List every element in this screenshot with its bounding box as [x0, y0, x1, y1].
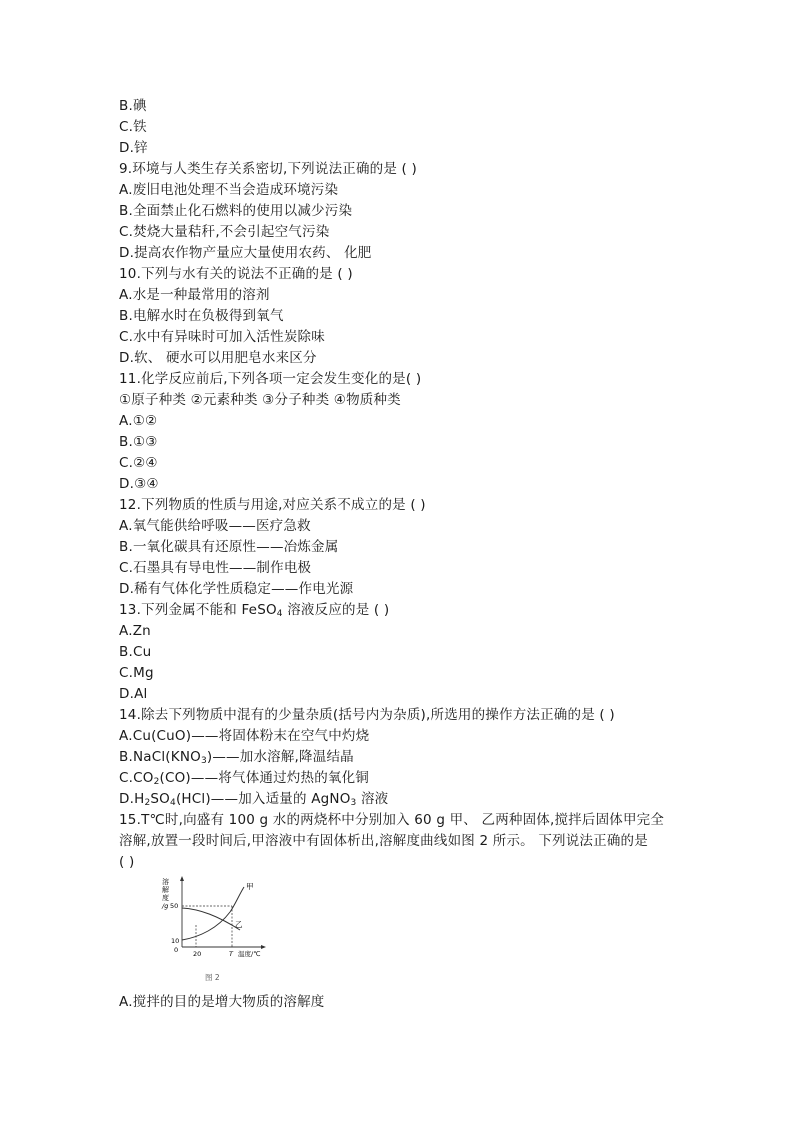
q12-option-c: C.石墨具有导电性——制作电极	[119, 560, 312, 576]
q9-option-d: D.提高农作物产量应大量使用农药、 化肥	[119, 245, 372, 261]
option-c-iron: C.铁	[119, 119, 147, 135]
q11-option-d: D.③④	[119, 476, 159, 492]
origin-label: 0	[174, 946, 179, 954]
q9-option-a: A.废旧电池处理不当会造成环境污染	[119, 182, 339, 198]
question-15-line-1: 15.T℃时,向盛有 100 g 水的两烧杯中分别加入 60 g 甲、 乙两种固体,搅拌后固体甲完全	[119, 812, 665, 828]
q11-option-b: B.①③	[119, 434, 158, 450]
solubility-figure	[160, 873, 280, 988]
q12-option-a: A.氧气能供给呼吸——医疗急救	[119, 518, 311, 534]
question-9: 9.环境与人类生存关系密切,下列说法正确的是 ( )	[119, 161, 417, 177]
q15-option-a: A.搅拌的目的是增大物质的溶解度	[119, 994, 325, 1010]
option-b-iodine: B.碘	[119, 98, 147, 114]
ylabel-unit: /g	[162, 902, 169, 910]
q12-option-b: B.一氧化碳具有还原性——冶炼金属	[119, 539, 339, 555]
q10-option-b: B.电解水时在负极得到氧气	[119, 308, 284, 324]
q13-option-b: B.Cu	[119, 644, 152, 660]
q11-option-c: C.②④	[119, 455, 158, 471]
y-tick-10: 10	[171, 937, 180, 945]
x-axis-arrow	[261, 945, 266, 949]
x-axis-label: 温度/℃	[238, 950, 261, 958]
q13-option-d: D.Al	[119, 686, 148, 702]
curve-jia-label: 甲	[246, 882, 254, 891]
q14-option-d: $D.H_2SO_4(HCl)——$加入适量的 AgNO$_3$ 溶液	[119, 791, 389, 808]
question-10: 10.下列与水有关的说法不正确的是 ( )	[119, 266, 353, 282]
question-15-line-2: 溶解,放置一段时间后,甲溶液中有固体析出,溶解度曲线如图 2 所示。 下列说法正确的是	[119, 833, 648, 849]
q14-option-a: A.Cu(CuO)——将固体粉末在空气中灼烧	[119, 728, 370, 744]
figure-caption: 图 2	[205, 973, 220, 982]
y-axis-arrow	[180, 876, 184, 881]
q9-option-b: B.全面禁止化石燃料的使用以减少污染	[119, 203, 353, 219]
y-tick-50: 50	[170, 902, 179, 910]
question-14: 14.除去下列物质中混有的少量杂质(括号内为杂质),所选用的操作方法正确的是 ( )	[119, 707, 615, 723]
q13-option-a: A.Zn	[119, 623, 151, 639]
q10-option-d: D.软、 硬水可以用肥皂水来区分	[119, 350, 317, 366]
x-tick-20: 20	[193, 950, 202, 958]
question-11: 11.化学反应前后,下列各项一定会发生变化的是( )	[119, 371, 422, 387]
curve-yi-label: 乙	[235, 920, 243, 929]
question-13: 13.下列金属不能和 FeSO$_4$ 溶液反应的是 ( )	[119, 602, 390, 619]
curve-yi	[182, 908, 240, 930]
q10-option-c: C.水中有异味时可加入活性炭除味	[119, 329, 325, 345]
q14-option-b: $B.NaCl(KNO_3)——$加水溶解,降温结晶	[119, 749, 354, 766]
curve-jia	[182, 887, 244, 940]
question-15-line-3: ( )	[119, 854, 135, 870]
q14-option-c: $C.CO_2(CO)——$将气体通过灼热的氧化铜	[119, 770, 370, 787]
ylabel-char-1: 溶	[162, 878, 169, 886]
ylabel-char-2: 解	[162, 886, 169, 894]
q12-option-d: D.稀有气体化学性质稳定——作电光源	[119, 581, 354, 597]
option-d-zinc: D.锌	[119, 140, 148, 156]
x-tick-t: T	[229, 950, 233, 958]
q10-option-a: A.水是一种最常用的溶剂	[119, 287, 270, 303]
q11-items: ①原子种类 ②元素种类 ③分子种类 ④物质种类	[119, 392, 401, 408]
q13-option-c: C.Mg	[119, 665, 154, 681]
q11-option-a: A.①②	[119, 413, 158, 429]
ylabel-char-3: 度	[162, 894, 169, 902]
solubility-curve-graph	[160, 873, 280, 988]
q9-option-c: C.焚烧大量秸秆,不会引起空气污染	[119, 224, 330, 240]
question-12: 12.下列物质的性质与用途,对应关系不成立的是 ( )	[119, 497, 426, 513]
